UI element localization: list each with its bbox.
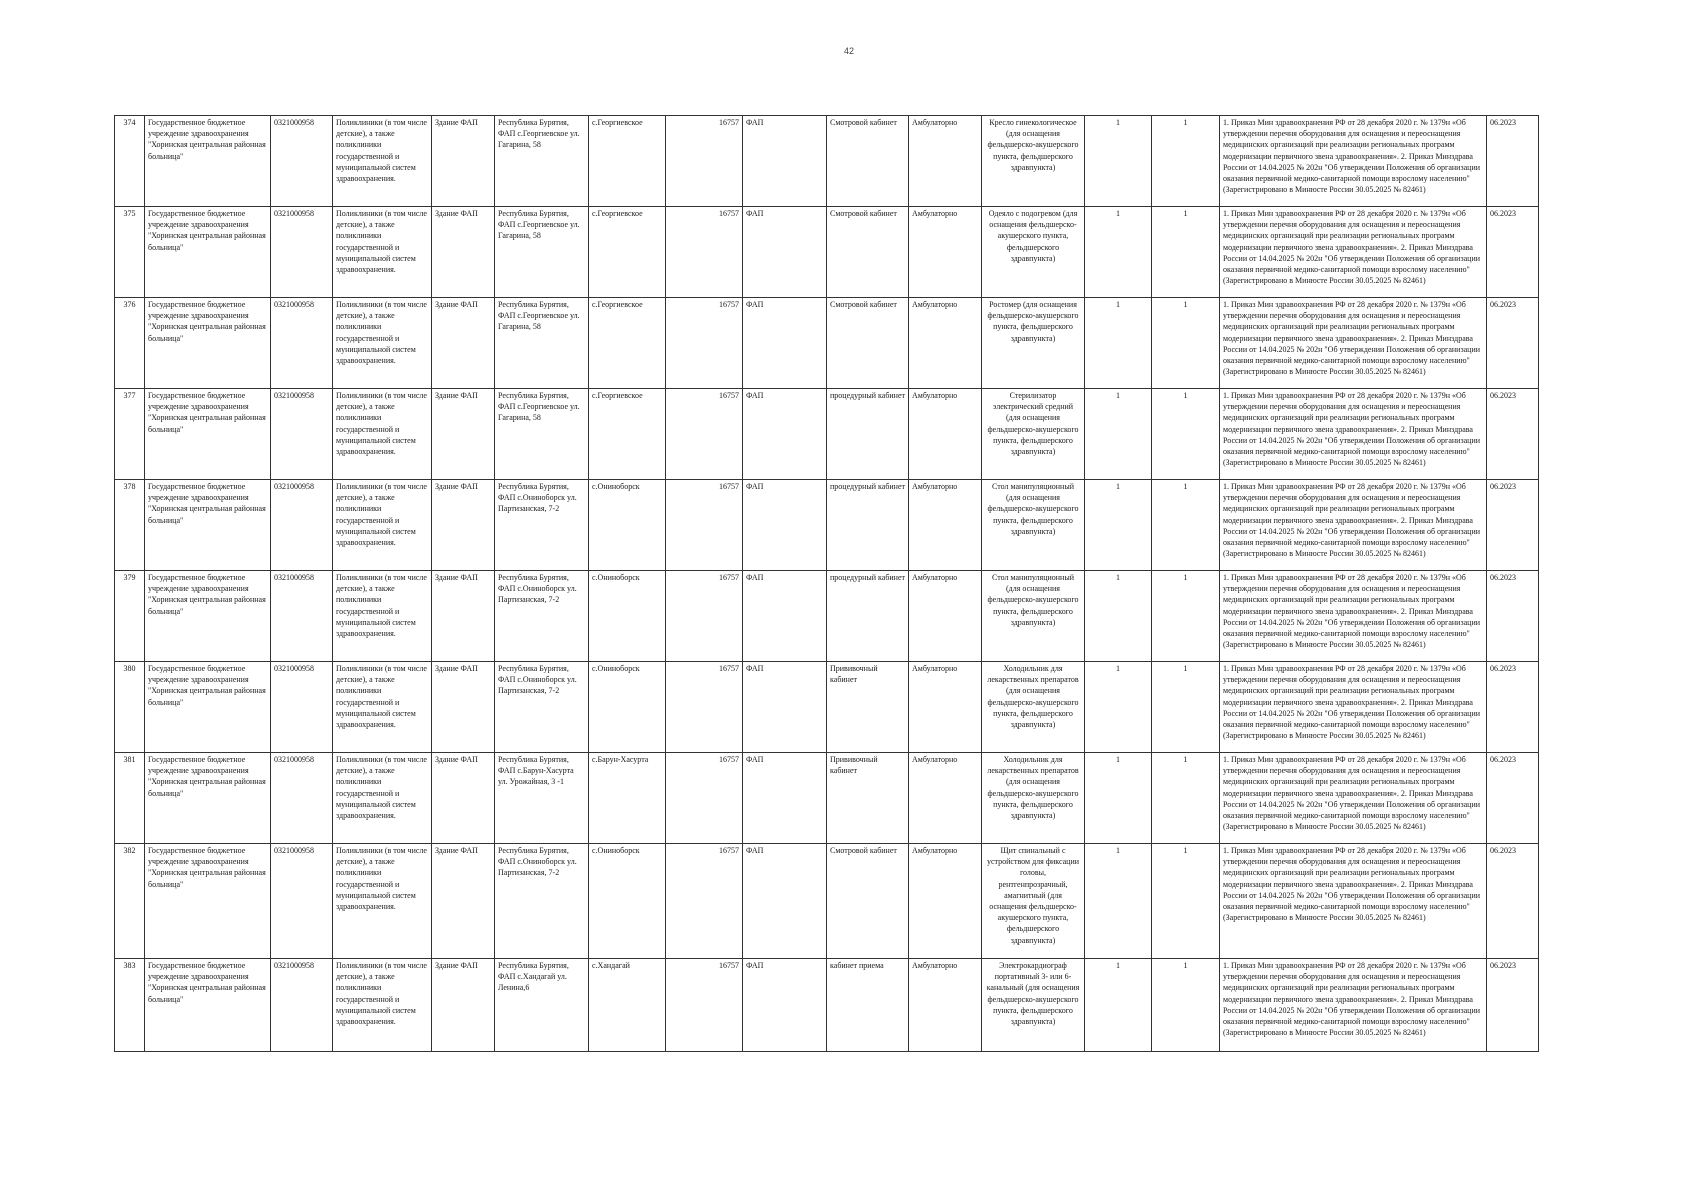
cell-facility-type: Поликлиники (в том числе детские), а также поликлиники государственной и муниципальной систем здравоохранения. [333, 571, 432, 662]
table-row [115, 959, 1539, 1052]
cell-care-form: Амбулаторно [909, 844, 982, 959]
cell-quantity-required: 1 [1085, 298, 1152, 389]
cell-equipment: Стол манипуляционный (для оснащения фельдшерско-акушерского пункта, фельдшерского здравпункта) [982, 571, 1085, 662]
table-row [115, 753, 1539, 844]
cell-organization: Государственное бюджетное учреждение здравоохранения "Хоринская центральная районная больница" [145, 389, 271, 480]
cell-code: 16757 [666, 753, 743, 844]
cell-legal-basis: 1. Приказ Мин здравоохранения РФ от 28 декабря 2020 г. № 1379н «Об утверждении перечня оборудования для оснащения и переоснащения медицинских организаций при реализации региональных программ модернизации первичного звена здравоохранения». 2. Приказ Минздрава России от 14.04.2025 № 202н "Об утверждении Положения об организации оказания первичной медико-санитарной помощи взрослому населению" (Зарегистрировано в Минюсте России 30.05.2025 № 82461) [1220, 480, 1487, 571]
cell-room: Смотровой кабинет [827, 844, 909, 959]
cell-organization: Государственное бюджетное учреждение здравоохранения "Хоринская центральная районная больница" [145, 959, 271, 1052]
cell-unit: ФАП [743, 844, 827, 959]
cell-care-form: Амбулаторно [909, 389, 982, 480]
cell-legal-basis: 1. Приказ Мин здравоохранения РФ от 28 декабря 2020 г. № 1379н «Об утверждении перечня оборудования для оснащения и переоснащения медицинских организаций при реализации региональных программ модернизации первичного звена здравоохранения». 2. Приказ Минздрава России от 14.04.2025 № 202н "Об утверждении Положения об организации оказания первичной медико-санитарной помощи взрослому населению" (Зарегистрировано в Минюсте России 30.05.2025 № 82461) [1220, 298, 1487, 389]
cell-settlement: с.Барун-Хасурта [589, 753, 666, 844]
cell-equipment: Стерилизатор электрический средний (для оснащения фельдшерско-акушерского пункта, фельдшерского здравпункта) [982, 389, 1085, 480]
cell-code: 16757 [666, 207, 743, 298]
cell-care-form: Амбулаторно [909, 753, 982, 844]
cell-room: Смотровой кабинет [827, 207, 909, 298]
cell-facility-type: Поликлиники (в том числе детские), а также поликлиники государственной и муниципальной систем здравоохранения. [333, 662, 432, 753]
cell-legal-basis: 1. Приказ Мин здравоохранения РФ от 28 декабря 2020 г. № 1379н «Об утверждении перечня оборудования для оснащения и переоснащения медицинских организаций при реализации региональных программ модернизации первичного звена здравоохранения». 2. Приказ Минздрава России от 14.04.2025 № 202н "Об утверждении Положения об организации оказания первичной медико-санитарной помощи взрослому населению" (Зарегистрировано в Минюсте России 30.05.2025 № 82461) [1220, 844, 1487, 959]
cell-address: Республика Бурятия, ФАП с.Георгиевское ул. Гагарина, 58 [495, 298, 589, 389]
cell-quantity-planned: 1 [1152, 389, 1220, 480]
cell-quantity-planned: 1 [1152, 480, 1220, 571]
cell-quantity-required: 1 [1085, 116, 1152, 207]
cell-settlement: с.Ониноборск [589, 571, 666, 662]
cell-number: 376 [115, 298, 145, 389]
cell-quantity-planned: 1 [1152, 662, 1220, 753]
cell-building: Здание ФАП [432, 662, 495, 753]
table-row [115, 389, 1539, 480]
cell-legal-basis: 1. Приказ Мин здравоохранения РФ от 28 декабря 2020 г. № 1379н «Об утверждении перечня оборудования для оснащения и переоснащения медицинских организаций при реализации региональных программ модернизации первичного звена здравоохранения». 2. Приказ Минздрава России от 14.04.2025 № 202н "Об утверждении Положения об организации оказания первичной медико-санитарной помощи взрослому населению" (Зарегистрировано в Минюсте России 30.05.2025 № 82461) [1220, 959, 1487, 1052]
cell-quantity-planned: 1 [1152, 298, 1220, 389]
cell-number: 377 [115, 389, 145, 480]
cell-address: Республика Бурятия, ФАП с.Георгиевское ул. Гагарина, 58 [495, 389, 589, 480]
cell-quantity-planned: 1 [1152, 207, 1220, 298]
cell-unit: ФАП [743, 571, 827, 662]
cell-room: Смотровой кабинет [827, 298, 909, 389]
cell-quantity-required: 1 [1085, 662, 1152, 753]
cell-inn: 0321000958 [271, 959, 333, 1052]
cell-care-form: Амбулаторно [909, 959, 982, 1052]
cell-facility-type: Поликлиники (в том числе детские), а также поликлиники государственной и муниципальной систем здравоохранения. [333, 389, 432, 480]
table-row [115, 298, 1539, 389]
cell-settlement: с.Георгиевское [589, 389, 666, 480]
cell-equipment: Холодильник для лекарственных препаратов (для оснащения фельдшерско-акушерского пункта, фельдшерского здравпункта) [982, 753, 1085, 844]
cell-address: Республика Бурятия, ФАП с.Георгиевское ул. Гагарина, 58 [495, 116, 589, 207]
table-row [115, 207, 1539, 298]
cell-code: 16757 [666, 389, 743, 480]
cell-care-form: Амбулаторно [909, 116, 982, 207]
cell-facility-type: Поликлиники (в том числе детские), а также поликлиники государственной и муниципальной систем здравоохранения. [333, 959, 432, 1052]
cell-quantity-planned: 1 [1152, 753, 1220, 844]
cell-date: 06.2023 [1487, 753, 1539, 844]
page-number: 42 [843, 46, 854, 56]
cell-building: Здание ФАП [432, 116, 495, 207]
cell-building: Здание ФАП [432, 298, 495, 389]
cell-number: 382 [115, 844, 145, 959]
cell-unit: ФАП [743, 207, 827, 298]
cell-facility-type: Поликлиники (в том числе детские), а также поликлиники государственной и муниципальной систем здравоохранения. [333, 116, 432, 207]
cell-settlement: с.Ониноборск [589, 844, 666, 959]
cell-legal-basis: 1. Приказ Мин здравоохранения РФ от 28 декабря 2020 г. № 1379н «Об утверждении перечня оборудования для оснащения и переоснащения медицинских организаций при реализации региональных программ модернизации первичного звена здравоохранения». 2. Приказ Минздрава России от 14.04.2025 № 202н "Об утверждении Положения об организации оказания первичной медико-санитарной помощи взрослому населению" (Зарегистрировано в Минюсте России 30.05.2025 № 82461) [1220, 207, 1487, 298]
cell-care-form: Амбулаторно [909, 662, 982, 753]
cell-quantity-required: 1 [1085, 480, 1152, 571]
cell-equipment: Щит спинальный с устройством для фиксации головы, рентгенпрозрачный, амагнитный (для оснащения фельдшерско-акушерского пункта, фельдшерского здравпункта) [982, 844, 1085, 959]
cell-organization: Государственное бюджетное учреждение здравоохранения "Хоринская центральная районная больница" [145, 298, 271, 389]
cell-building: Здание ФАП [432, 844, 495, 959]
cell-address: Республика Бурятия, ФАП с.Ониноборск ул. Партизанская, 7-2 [495, 662, 589, 753]
cell-number: 375 [115, 207, 145, 298]
table-row [115, 844, 1539, 959]
cell-address: Республика Бурятия, ФАП с.Хандагай ул. Ленина,6 [495, 959, 589, 1052]
cell-building: Здание ФАП [432, 389, 495, 480]
cell-inn: 0321000958 [271, 844, 333, 959]
cell-building: Здание ФАП [432, 571, 495, 662]
cell-date: 06.2023 [1487, 959, 1539, 1052]
cell-quantity-planned: 1 [1152, 844, 1220, 959]
cell-facility-type: Поликлиники (в том числе детские), а также поликлиники государственной и муниципальной систем здравоохранения. [333, 480, 432, 571]
cell-legal-basis: 1. Приказ Мин здравоохранения РФ от 28 декабря 2020 г. № 1379н «Об утверждении перечня оборудования для оснащения и переоснащения медицинских организаций при реализации региональных программ модернизации первичного звена здравоохранения». 2. Приказ Минздрава России от 14.04.2025 № 202н "Об утверждении Положения об организации оказания первичной медико-санитарной помощи взрослому населению" (Зарегистрировано в Минюсте России 30.05.2025 № 82461) [1220, 389, 1487, 480]
cell-code: 16757 [666, 480, 743, 571]
cell-facility-type: Поликлиники (в том числе детские), а также поликлиники государственной и муниципальной систем здравоохранения. [333, 298, 432, 389]
cell-code: 16757 [666, 571, 743, 662]
cell-unit: ФАП [743, 753, 827, 844]
cell-organization: Государственное бюджетное учреждение здравоохранения "Хоринская центральная районная больница" [145, 753, 271, 844]
cell-room: Прививочный кабинет [827, 753, 909, 844]
cell-organization: Государственное бюджетное учреждение здравоохранения "Хоринская центральная районная больница" [145, 480, 271, 571]
cell-room: процедурный кабинет [827, 571, 909, 662]
cell-equipment: Одеяло с подогревом (для оснащения фельдшерско-акушерского пункта, фельдшерского здравпункта) [982, 207, 1085, 298]
cell-room: Смотровой кабинет [827, 116, 909, 207]
cell-inn: 0321000958 [271, 298, 333, 389]
table-row [115, 116, 1539, 207]
cell-organization: Государственное бюджетное учреждение здравоохранения "Хоринская центральная районная больница" [145, 116, 271, 207]
cell-code: 16757 [666, 844, 743, 959]
cell-care-form: Амбулаторно [909, 298, 982, 389]
cell-legal-basis: 1. Приказ Мин здравоохранения РФ от 28 декабря 2020 г. № 1379н «Об утверждении перечня оборудования для оснащения и переоснащения медицинских организаций при реализации региональных программ модернизации первичного звена здравоохранения». 2. Приказ Минздрава России от 14.04.2025 № 202н "Об утверждении Положения об организации оказания первичной медико-санитарной помощи взрослому населению" (Зарегистрировано в Минюсте России 30.05.2025 № 82461) [1220, 662, 1487, 753]
cell-care-form: Амбулаторно [909, 207, 982, 298]
cell-unit: ФАП [743, 480, 827, 571]
cell-number: 383 [115, 959, 145, 1052]
cell-date: 06.2023 [1487, 116, 1539, 207]
cell-facility-type: Поликлиники (в том числе детские), а также поликлиники государственной и муниципальной систем здравоохранения. [333, 844, 432, 959]
cell-organization: Государственное бюджетное учреждение здравоохранения "Хоринская центральная районная больница" [145, 662, 271, 753]
cell-unit: ФАП [743, 298, 827, 389]
cell-equipment: Ростомер (для оснащения фельдшерско-акушерского пункта, фельдшерского здравпункта) [982, 298, 1085, 389]
cell-address: Республика Бурятия, ФАП с.Ониноборск ул. Партизанская, 7-2 [495, 480, 589, 571]
cell-room: процедурный кабинет [827, 389, 909, 480]
cell-organization: Государственное бюджетное учреждение здравоохранения "Хоринская центральная районная больница" [145, 571, 271, 662]
cell-quantity-required: 1 [1085, 571, 1152, 662]
cell-date: 06.2023 [1487, 298, 1539, 389]
cell-inn: 0321000958 [271, 207, 333, 298]
table-row [115, 662, 1539, 753]
cell-address: Республика Бурятия, ФАП с.Барун-Хасурта ул. Урожайная, 3 -1 [495, 753, 589, 844]
cell-quantity-required: 1 [1085, 959, 1152, 1052]
cell-inn: 0321000958 [271, 116, 333, 207]
cell-settlement: с.Хандагай [589, 959, 666, 1052]
equipment-registry-table [114, 115, 1539, 1052]
cell-inn: 0321000958 [271, 753, 333, 844]
cell-unit: ФАП [743, 959, 827, 1052]
cell-code: 16757 [666, 662, 743, 753]
cell-code: 16757 [666, 116, 743, 207]
cell-quantity-required: 1 [1085, 207, 1152, 298]
cell-settlement: с.Георгиевское [589, 298, 666, 389]
cell-settlement: с.Ониноборск [589, 480, 666, 571]
cell-care-form: Амбулаторно [909, 480, 982, 571]
cell-settlement: с.Георгиевское [589, 116, 666, 207]
cell-building: Здание ФАП [432, 959, 495, 1052]
cell-unit: ФАП [743, 389, 827, 480]
cell-equipment: Холодильник для лекарственных препаратов (для оснащения фельдшерско-акушерского пункта, фельдшерского здравпункта) [982, 662, 1085, 753]
cell-address: Республика Бурятия, ФАП с.Ониноборск ул. Партизанская, 7-2 [495, 571, 589, 662]
cell-number: 378 [115, 480, 145, 571]
table-row [115, 571, 1539, 662]
cell-code: 16757 [666, 298, 743, 389]
cell-number: 374 [115, 116, 145, 207]
cell-settlement: с.Ониноборск [589, 662, 666, 753]
cell-date: 06.2023 [1487, 389, 1539, 480]
cell-equipment: Электрокардиограф портативный 3- или 6-канальный (для оснащения фельдшерско-акушерского пункта, фельдшерского здравпункта) [982, 959, 1085, 1052]
cell-quantity-planned: 1 [1152, 571, 1220, 662]
cell-number: 381 [115, 753, 145, 844]
cell-code: 16757 [666, 959, 743, 1052]
cell-building: Здание ФАП [432, 207, 495, 298]
cell-room: Прививочный кабинет [827, 662, 909, 753]
cell-settlement: с.Георгиевское [589, 207, 666, 298]
cell-date: 06.2023 [1487, 207, 1539, 298]
cell-room: процедурный кабинет [827, 480, 909, 571]
cell-address: Республика Бурятия, ФАП с.Ониноборск ул. Партизанская, 7-2 [495, 844, 589, 959]
cell-quantity-required: 1 [1085, 753, 1152, 844]
cell-quantity-planned: 1 [1152, 116, 1220, 207]
cell-organization: Государственное бюджетное учреждение здравоохранения "Хоринская центральная районная больница" [145, 844, 271, 959]
cell-inn: 0321000958 [271, 571, 333, 662]
cell-building: Здание ФАП [432, 480, 495, 571]
cell-date: 06.2023 [1487, 662, 1539, 753]
cell-room: кабинет приема [827, 959, 909, 1052]
cell-legal-basis: 1. Приказ Мин здравоохранения РФ от 28 декабря 2020 г. № 1379н «Об утверждении перечня оборудования для оснащения и переоснащения медицинских организаций при реализации региональных программ модернизации первичного звена здравоохранения». 2. Приказ Минздрава России от 14.04.2025 № 202н "Об утверждении Положения об организации оказания первичной медико-санитарной помощи взрослому населению" (Зарегистрировано в Минюсте России 30.05.2025 № 82461) [1220, 571, 1487, 662]
cell-building: Здание ФАП [432, 753, 495, 844]
cell-quantity-required: 1 [1085, 844, 1152, 959]
cell-unit: ФАП [743, 662, 827, 753]
cell-unit: ФАП [743, 116, 827, 207]
cell-facility-type: Поликлиники (в том числе детские), а также поликлиники государственной и муниципальной систем здравоохранения. [333, 207, 432, 298]
cell-quantity-required: 1 [1085, 389, 1152, 480]
cell-date: 06.2023 [1487, 844, 1539, 959]
cell-inn: 0321000958 [271, 480, 333, 571]
cell-inn: 0321000958 [271, 389, 333, 480]
cell-date: 06.2023 [1487, 480, 1539, 571]
cell-equipment: Кресло гинекологическое (для оснащения фельдшерско-акушерского пункта, фельдшерского здравпункта) [982, 116, 1085, 207]
cell-date: 06.2023 [1487, 571, 1539, 662]
cell-equipment: Стол манипуляционный (для оснащения фельдшерско-акушерского пункта, фельдшерского здравпункта) [982, 480, 1085, 571]
cell-inn: 0321000958 [271, 662, 333, 753]
cell-number: 379 [115, 571, 145, 662]
cell-quantity-planned: 1 [1152, 959, 1220, 1052]
cell-address: Республика Бурятия, ФАП с.Георгиевское ул. Гагарина, 58 [495, 207, 589, 298]
cell-facility-type: Поликлиники (в том числе детские), а также поликлиники государственной и муниципальной систем здравоохранения. [333, 753, 432, 844]
cell-organization: Государственное бюджетное учреждение здравоохранения "Хоринская центральная районная больница" [145, 207, 271, 298]
cell-legal-basis: 1. Приказ Мин здравоохранения РФ от 28 декабря 2020 г. № 1379н «Об утверждении перечня оборудования для оснащения и переоснащения медицинских организаций при реализации региональных программ модернизации первичного звена здравоохранения». 2. Приказ Минздрава России от 14.04.2025 № 202н "Об утверждении Положения об организации оказания первичной медико-санитарной помощи взрослому населению" (Зарегистрировано в Минюсте России 30.05.2025 № 82461) [1220, 116, 1487, 207]
cell-legal-basis: 1. Приказ Мин здравоохранения РФ от 28 декабря 2020 г. № 1379н «Об утверждении перечня оборудования для оснащения и переоснащения медицинских организаций при реализации региональных программ модернизации первичного звена здравоохранения». 2. Приказ Минздрава России от 14.04.2025 № 202н "Об утверждении Положения об организации оказания первичной медико-санитарной помощи взрослому населению" (Зарегистрировано в Минюсте России 30.05.2025 № 82461) [1220, 753, 1487, 844]
table-row [115, 480, 1539, 571]
cell-number: 380 [115, 662, 145, 753]
cell-care-form: Амбулаторно [909, 571, 982, 662]
